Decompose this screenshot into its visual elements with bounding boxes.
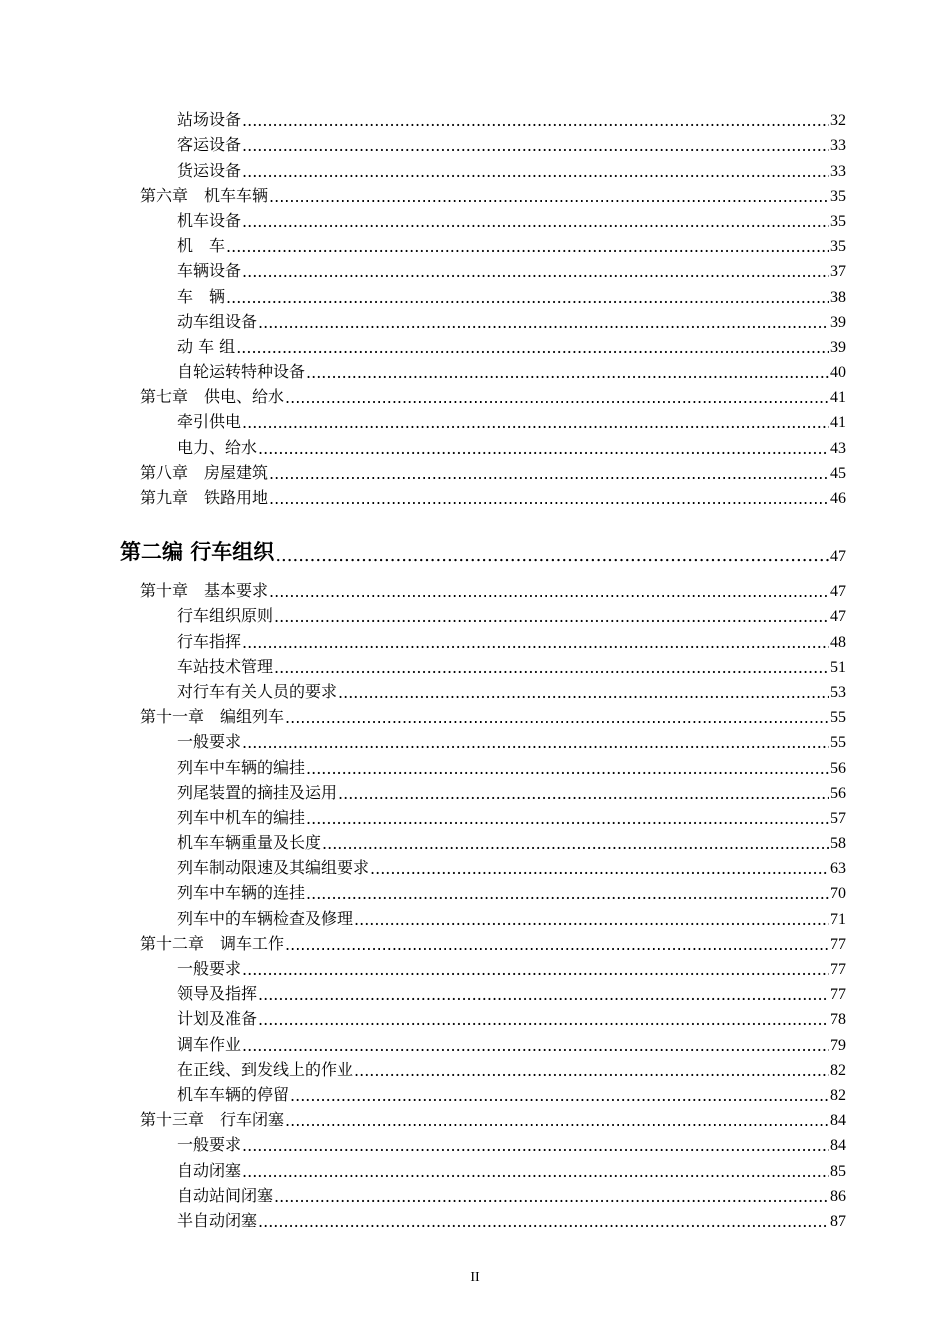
toc-entry-page-number: 78 [830,1011,846,1029]
toc-dot-leader [258,439,829,458]
toc-section-entry [0,307,950,332]
toc-entry-title: 机 车 [177,236,226,256]
toc-dot-leader [258,1010,829,1029]
toc-section-entry [0,332,950,357]
toc-dot-leader [242,633,829,652]
toc-entry-title: 机车设备 [177,210,242,230]
toc-entry-title: 机车车辆的停留 [177,1084,290,1104]
toc-entry-page-number: 55 [830,709,846,727]
toc-entry-page-number: 56 [830,784,846,802]
toc-chapter-entry [0,929,950,954]
toc-entry-title: 车站技术管理 [177,656,274,676]
toc-entry-page-number: 58 [830,835,846,853]
toc-dot-leader [242,212,829,231]
toc-entry-page-number: 39 [830,313,846,331]
toc-entry-page-number: 33 [830,137,846,155]
table-of-contents [0,105,950,1231]
toc-chapter-entry [0,181,950,206]
toc-chapter-entry [0,483,950,508]
toc-section-entry [0,105,950,130]
page-footer-number: II [470,1270,480,1285]
toc-section-entry [0,954,950,979]
toc-section-entry [0,1206,950,1231]
toc-entry-page-number: 77 [830,986,846,1004]
toc-entry-title: 动 车 组 [177,336,236,356]
toc-chapter-entry [0,458,950,483]
toc-entry-page-number: 35 [830,238,846,256]
toc-entry-page-number: 57 [830,809,846,827]
toc-dot-leader [226,237,829,256]
toc-chapter-entry [0,382,950,407]
toc-entry-title: 第九章 铁路用地 [140,488,269,507]
toc-dot-leader [306,759,829,778]
toc-dot-leader [242,1036,829,1055]
toc-dot-leader [226,288,829,307]
toc-section-entry [0,432,950,457]
toc-entry-title: 第七章 供电、给水 [140,387,285,407]
toc-entry-page-number: 32 [830,112,846,130]
toc-section-entry [0,1130,950,1155]
toc-section-entry [0,652,950,677]
toc-entry-page-number: 84 [830,1137,846,1155]
toc-entry-page-number: 56 [830,759,846,777]
toc-section-entry [0,626,950,651]
toc-entry-title: 半自动闭塞 [177,1210,258,1230]
toc-chapter-entry [0,702,950,727]
toc-entry-title: 列车中车辆的连挂 [177,883,306,903]
toc-entry-page-number: 45 [830,464,846,482]
toc-section-entry [0,1004,950,1029]
toc-entry-title: 牵引供电 [177,412,242,432]
toc-section-entry [0,357,950,382]
toc-entry-title: 自轮运转特种设备 [177,362,306,382]
toc-section-entry [0,878,950,903]
toc-dot-leader [269,187,829,206]
toc-section-entry [0,1080,950,1105]
toc-entry-title: 动车组设备 [177,311,258,331]
toc-entry-title: 一般要求 [177,959,242,978]
toc-section-entry [0,677,950,702]
toc-dot-leader [306,363,829,382]
toc-entry-page-number: 53 [830,683,846,701]
toc-entry-title: 领导及指挥 [177,984,258,1004]
toc-dot-leader [290,1086,829,1105]
toc-entry-title: 对行车有关人员的要求 [177,681,338,701]
toc-section-entry [0,601,950,626]
toc-section-entry [0,155,950,180]
toc-entry-title: 行车组织原则 [177,606,274,626]
toc-entry-page-number: 77 [830,935,846,953]
toc-section-entry [0,407,950,432]
toc-entry-page-number: 38 [830,288,846,306]
toc-section-entry [0,281,950,306]
toc-entry-title: 电力、给水 [177,437,258,457]
toc-dot-leader [258,985,829,1004]
toc-entry-page-number: 40 [830,364,846,382]
toc-section-entry [0,1055,950,1080]
toc-entry-title: 第八章 房屋建筑 [140,462,269,482]
toc-section-entry [0,979,950,1004]
toc-dot-leader [285,708,829,727]
toc-entry-page-number: 43 [830,439,846,457]
toc-section-entry [0,206,950,231]
toc-dot-leader [236,338,829,357]
toc-entry-title: 列车中车辆的编挂 [177,757,306,777]
toc-entry-page-number: 47 [830,608,846,626]
toc-dot-leader [242,162,829,181]
toc-entry-page-number: 48 [830,633,846,651]
toc-entry-page-number: 77 [830,961,846,978]
toc-section-entry [0,903,950,928]
toc-entry-title: 列尾装置的摘挂及运用 [177,782,338,802]
toc-entry-title: 站场设备 [177,110,242,130]
toc-section-entry [0,752,950,777]
toc-entry-title: 列车中机车的编挂 [177,807,306,827]
toc-dot-leader [285,935,829,954]
toc-entry-page-number: 47 [830,583,846,601]
toc-entry-title: 第十二章 调车工作 [140,933,285,953]
toc-dot-leader [306,884,829,903]
toc-chapter-entry [0,576,950,601]
toc-entry-page-number: 39 [830,338,846,356]
toc-entry-page-number: 85 [830,1162,846,1180]
toc-dot-leader [338,784,829,803]
toc-entry-title: 车辆设备 [177,261,242,281]
toc-section-entry [0,1029,950,1054]
toc-entry-page-number: 47 [830,548,846,565]
toc-dot-leader [338,683,829,702]
toc-dot-leader [258,1212,829,1231]
toc-entry-title: 自动闭塞 [177,1160,242,1180]
toc-section-entry [0,1155,950,1180]
toc-dot-leader [285,388,829,407]
toc-entry-page-number: 70 [830,885,846,903]
toc-dot-leader [242,262,829,281]
toc-dot-leader [269,464,829,483]
toc-section-entry [0,778,950,803]
toc-dot-leader [258,313,829,332]
toc-entry-title: 调车作业 [177,1034,242,1054]
toc-entry-page-number: 87 [830,1212,846,1230]
toc-dot-leader [274,658,829,677]
toc-dot-leader [275,545,829,566]
toc-section-entry [0,803,950,828]
toc-entry-title: 列车制动限速及其编组要求 [177,858,370,878]
toc-entry-title: 第十一章 编组列车 [140,707,285,727]
toc-chapter-entry [0,1105,950,1130]
toc-entry-title: 一般要求 [177,732,242,752]
toc-part-entry [0,522,950,566]
toc-dot-leader [354,910,829,929]
toc-entry-page-number: 37 [830,263,846,281]
toc-entry-page-number: 71 [830,910,846,928]
toc-dot-leader [242,413,829,432]
toc-entry-page-number: 86 [830,1187,846,1205]
toc-dot-leader [354,1061,829,1080]
toc-entry-title: 第六章 机车车辆 [140,185,269,205]
toc-entry-title: 第十章 基本要求 [140,581,269,601]
toc-entry-title: 车 辆 [177,286,226,306]
toc-section-entry [0,231,950,256]
toc-dot-leader [242,960,829,979]
toc-entry-page-number: 82 [830,1061,846,1079]
toc-entry-page-number: 33 [830,162,846,180]
toc-dot-leader [322,834,829,853]
toc-dot-leader [269,489,829,508]
toc-entry-title: 计划及准备 [177,1009,258,1029]
toc-entry-title: 一般要求 [177,1135,242,1155]
toc-dot-leader [242,1136,829,1155]
toc-entry-title: 行车指挥 [177,631,242,651]
toc-dot-leader [242,136,829,155]
toc-section-entry [0,828,950,853]
toc-entry-page-number: 41 [830,414,846,432]
toc-entry-page-number: 63 [830,860,846,878]
toc-dot-leader [274,1187,829,1206]
toc-section-entry [0,1181,950,1206]
toc-entry-title: 客运设备 [177,135,242,155]
toc-entry-title: 机车车辆重量及长度 [177,833,322,853]
toc-dot-leader [274,607,829,626]
toc-section-entry [0,727,950,752]
toc-section-entry [0,256,950,281]
toc-entry-page-number: 35 [830,212,846,230]
toc-entry-page-number: 41 [830,389,846,407]
toc-entry-page-number: 84 [830,1112,846,1130]
toc-entry-title: 自动站间闭塞 [177,1185,274,1205]
toc-entry-page-number: 82 [830,1086,846,1104]
toc-dot-leader [306,809,829,828]
toc-entry-page-number: 51 [830,658,846,676]
toc-entry-title: 在正线、到发线上的作业 [177,1059,354,1079]
toc-section-entry [0,853,950,878]
toc-dot-leader [285,1111,829,1130]
toc-entry-page-number: 46 [830,490,846,507]
toc-entry-title: 货运设备 [177,160,242,180]
toc-dot-leader [370,859,829,878]
toc-entry-page-number: 55 [830,734,846,752]
toc-entry-title: 第十三章 行车闭塞 [140,1110,285,1130]
toc-dot-leader [269,582,829,601]
toc-dot-leader [242,1162,829,1181]
toc-entry-page-number: 35 [830,187,846,205]
toc-entry-title: 第二编 行车组织 [120,539,275,564]
toc-entry-page-number: 79 [830,1036,846,1054]
toc-entry-title: 列车中的车辆检查及修理 [177,908,354,928]
toc-dot-leader [242,111,829,130]
toc-section-entry [0,130,950,155]
toc-dot-leader [242,733,829,752]
